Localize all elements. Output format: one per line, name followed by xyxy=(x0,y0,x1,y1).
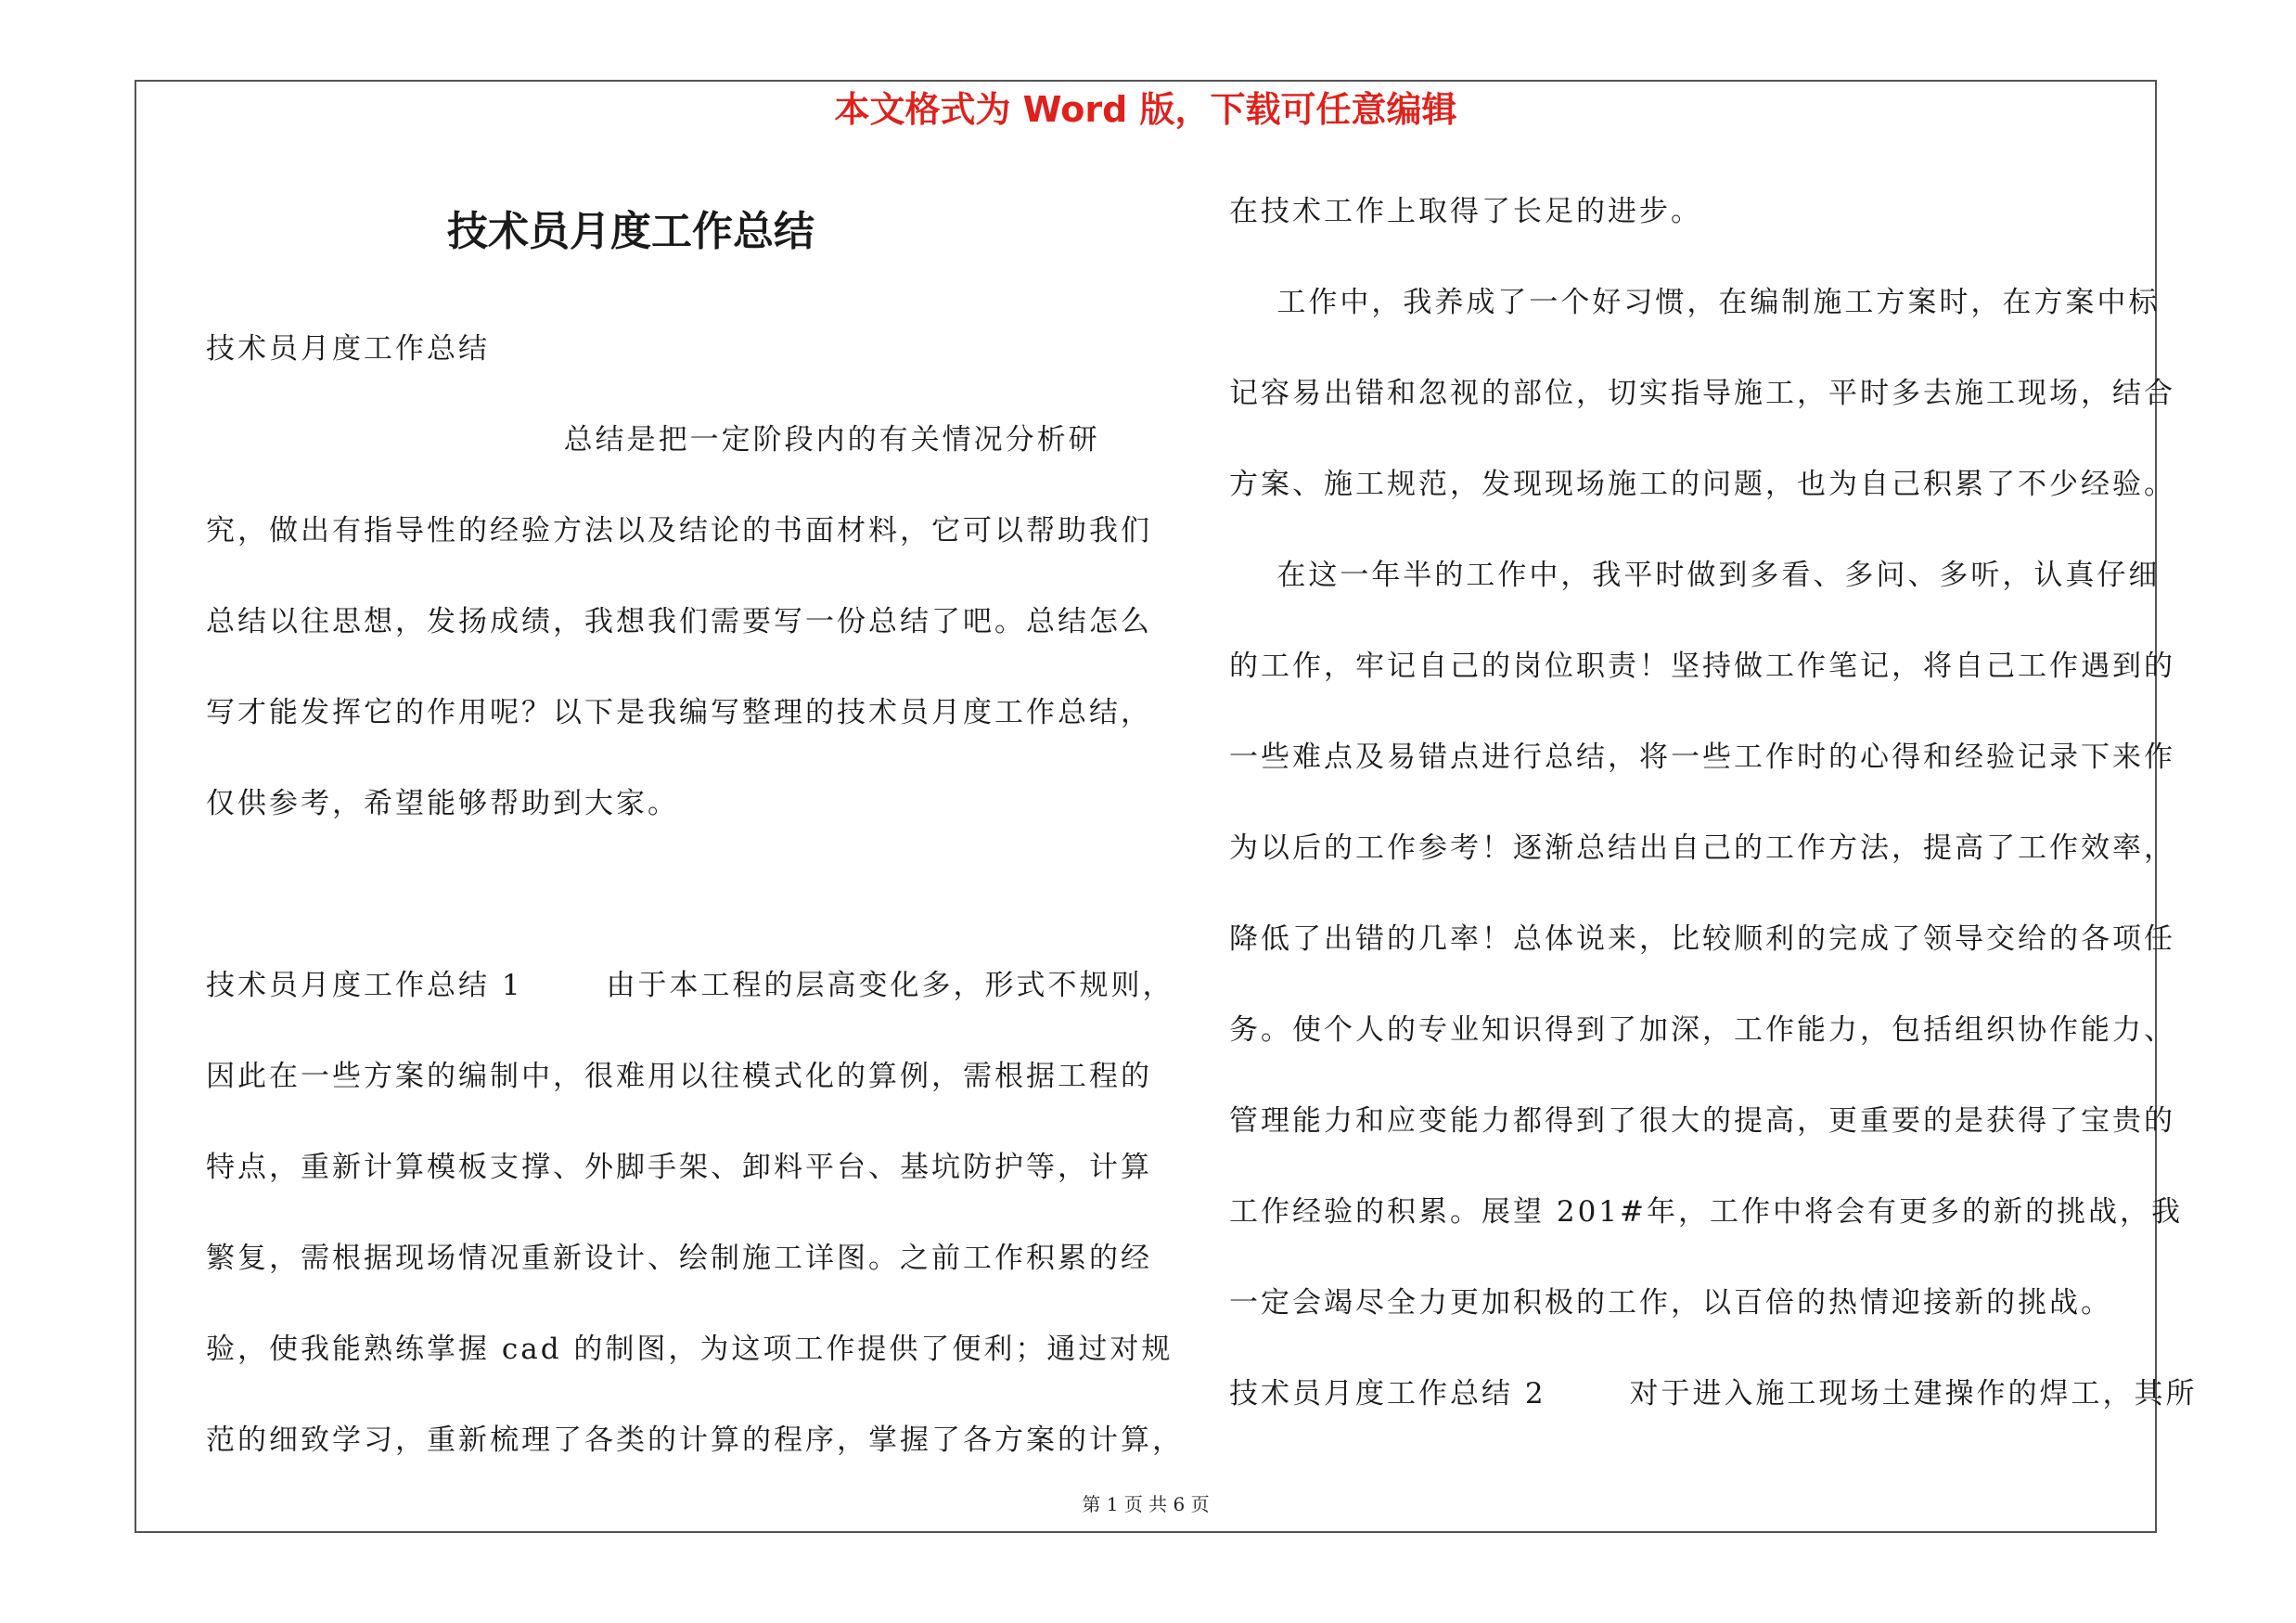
page-number-footer: 第 1 页 共 6 页 xyxy=(1082,1493,1210,1515)
paragraph-line: 写才能发挥它的作用呢？以下是我编写整理的技术员月度工作总结， xyxy=(206,696,1152,729)
paragraph-line: 技术员月度工作总结 1 由于本工程的层高变化多，形式不规则， xyxy=(206,969,1174,1002)
document-title: 技术员月度工作总结 xyxy=(447,208,815,255)
paragraph-line: 繁复，需根据现场情况重新设计、绘制施工详图。之前工作积累的经 xyxy=(206,1242,1152,1275)
paragraph-line: 总结是把一定阶段内的有关情况分析研 xyxy=(206,423,1100,457)
paragraph-line: 方案、施工规范，发现现场施工的问题，也为自己积累了不少经验。 xyxy=(1229,468,2175,501)
paragraph-line: 降低了出错的几率！总体说来，比较顺利的完成了领导交给的各项任 xyxy=(1229,922,2175,956)
paragraph-line: 验，使我能熟练掌握 cad 的制图，为这项工作提供了便利；通过对规 xyxy=(206,1333,1174,1366)
paragraph-line: 一定会竭尽全力更加积极的工作，以百倍的热情迎接新的挑战。 xyxy=(1229,1286,2112,1320)
paragraph-line: 务。使个人的专业知识得到了加深，工作能力，包括组织协作能力、 xyxy=(1229,1013,2175,1047)
paragraph-line: 管理能力和应变能力都得到了很大的提高，更重要的是获得了宝贵的 xyxy=(1229,1104,2175,1138)
right-text-column xyxy=(1229,166,2198,1439)
paragraph-line: 仅供参考，希望能够帮助到大家。 xyxy=(206,787,679,820)
paragraph-line: 在技术工作上取得了长足的进步。 xyxy=(1229,195,1702,228)
paragraph-line: 技术员月度工作总结 xyxy=(206,332,490,366)
word-format-banner: 本文格式为 Word 版，下载可任意编辑 xyxy=(834,89,1457,130)
paragraph-line: 记容易出错和忽视的部位，切实指导施工，平时多去施工现场，结合 xyxy=(1229,377,2175,410)
paragraph-line: 究，做出有指导性的经验方法以及结论的书面材料，它可以帮助我们 xyxy=(206,514,1152,547)
paragraph-line: 为以后的工作参考！逐渐总结出自己的工作方法，提高了工作效率， xyxy=(1229,831,2175,865)
paragraph-line: 的工作，牢记自己的岗位职责！坚持做工作笔记，将自己工作遇到的 xyxy=(1229,650,2175,683)
paragraph-line: 工作中，我养成了一个好习惯，在编制施工方案时，在方案中标 xyxy=(1229,286,2161,319)
paragraph-line: 范的细致学习，重新梳理了各类的计算的程序，掌握了各方案的计算， xyxy=(206,1423,1184,1457)
paragraph-line: 工作经验的积累。展望 201#年，工作中将会有更多的新的挑战，我 xyxy=(1229,1195,2183,1229)
left-text-column xyxy=(206,303,1184,1486)
paragraph-gap xyxy=(206,849,1134,940)
paragraph-line: 因此在一些方案的编制中，很难用以往模式化的算例，需根据工程的 xyxy=(206,1060,1152,1093)
paragraph-line: 总结以往思想，发扬成绩，我想我们需要写一份总结了吧。总结怎么 xyxy=(206,605,1152,638)
paragraph-line: 特点，重新计算模板支撑、外脚手架、卸料平台、基坑防护等，计算 xyxy=(206,1151,1152,1184)
paragraph-line: 技术员月度工作总结 2 对于进入施工现场土建操作的焊工，其所 xyxy=(1229,1377,2198,1410)
paragraph-line: 在这一年半的工作中，我平时做到多看、多问、多听，认真仔细 xyxy=(1229,559,2161,592)
paragraph-line: 一些难点及易错点进行总结，将一些工作时的心得和经验记录下来作 xyxy=(1229,741,2175,774)
